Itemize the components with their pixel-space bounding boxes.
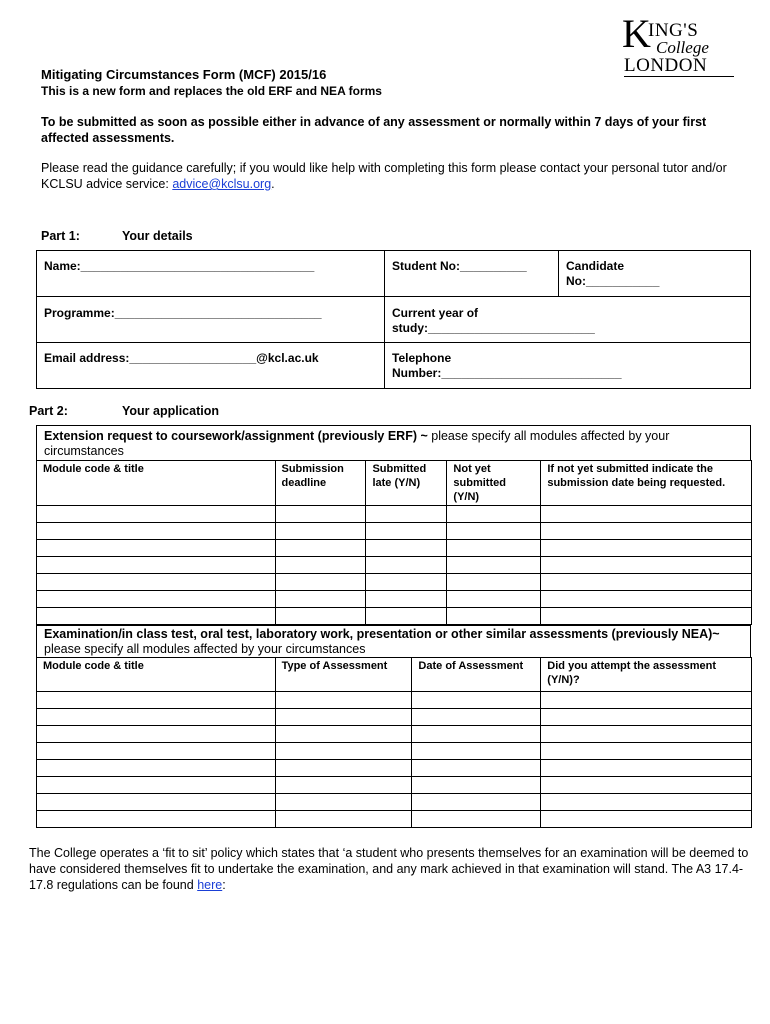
logo-london: LONDON — [624, 55, 708, 76]
table-cell[interactable] — [447, 608, 541, 625]
table-cell[interactable] — [275, 523, 366, 540]
table-row — [37, 608, 752, 625]
candidate-no-field[interactable] — [566, 259, 659, 289]
table-cell[interactable] — [541, 811, 752, 828]
table-cell[interactable] — [412, 777, 541, 794]
kings-college-london-logo — [622, 11, 734, 76]
part2-heading: Your application — [122, 404, 219, 418]
table-cell[interactable] — [275, 709, 412, 726]
table-cell[interactable] — [275, 811, 412, 828]
table-cell[interactable] — [541, 709, 752, 726]
table-cell[interactable] — [412, 760, 541, 777]
table-cell[interactable] — [541, 794, 752, 811]
year-of-study-field[interactable] — [392, 306, 595, 336]
table-cell[interactable] — [275, 608, 366, 625]
table-cell[interactable] — [447, 506, 541, 523]
table-cell[interactable] — [275, 760, 412, 777]
table-cell[interactable] — [541, 743, 752, 760]
table-cell[interactable] — [37, 777, 276, 794]
extension-heading-rest: please specify all modules affected by your circumstances — [44, 429, 670, 458]
table-cell[interactable] — [412, 743, 541, 760]
table-cell[interactable] — [541, 557, 752, 574]
table-cell[interactable] — [412, 692, 541, 709]
table-cell[interactable] — [37, 574, 276, 591]
part1-label: Part 1: — [41, 229, 80, 243]
exam-heading-bold: Examination/in class test, oral test, laboratory work, presentation or other similar assessments (previously NEA)~ — [44, 627, 720, 641]
name-field[interactable]: Name:___________________________________ — [44, 259, 315, 273]
submission-note: To be submitted as soon as possible either in advance of any assessment or normally within 7 days of your first affected assessments. — [41, 115, 707, 145]
ext-col-requested-date: If not yet submitted indicate the submission date being requested. — [547, 463, 726, 489]
table-cell[interactable] — [412, 811, 541, 828]
exam-heading-rest: please specify all modules affected by your circumstances — [44, 642, 366, 656]
part2-label: Part 2: — [29, 404, 68, 418]
table-cell[interactable] — [275, 591, 366, 608]
logo-ings: ING'S — [648, 20, 699, 41]
table-row — [37, 506, 752, 523]
table-cell[interactable] — [37, 760, 276, 777]
guidance-end: . — [271, 177, 275, 191]
table-cell[interactable] — [447, 591, 541, 608]
ext-col-module: Module code & title — [43, 463, 144, 475]
table-row — [37, 760, 752, 777]
logo-k: K — [622, 11, 651, 56]
year-line2: study:_________________________ — [392, 321, 595, 335]
regulations-link[interactable]: here — [197, 878, 223, 892]
table-cell[interactable] — [37, 523, 276, 540]
table-cell[interactable] — [541, 608, 752, 625]
table-cell[interactable] — [37, 557, 276, 574]
details-row-divider-2 — [36, 342, 751, 343]
table-cell[interactable] — [366, 608, 447, 625]
table-row — [37, 574, 752, 591]
table-cell[interactable] — [412, 709, 541, 726]
table-cell[interactable] — [37, 794, 276, 811]
programme-field[interactable]: Programme:_______________________________ — [44, 306, 322, 320]
table-cell[interactable] — [541, 777, 752, 794]
policy-text: The College operates a ‘fit to sit’ policy which states that ‘a student who presents themselves for an examination will be deemed to have considered themselves fit to undertake the examination, and any mark achieved in that examination will stand. The A3 17.4-17.8 regulations can be found — [29, 846, 749, 892]
exam-table — [36, 657, 752, 828]
table-cell[interactable] — [37, 540, 276, 557]
table-cell[interactable] — [447, 523, 541, 540]
table-cell[interactable] — [275, 794, 412, 811]
telephone-field[interactable] — [392, 351, 622, 381]
details-col-divider-2 — [558, 250, 559, 296]
details-row-divider-1 — [36, 296, 751, 297]
table-cell[interactable] — [447, 557, 541, 574]
advice-email-link[interactable]: advice@kclsu.org — [172, 177, 272, 191]
ext-col-not-submitted: Not yet submitted (Y/N) — [453, 463, 506, 503]
table-cell[interactable] — [275, 777, 412, 794]
table-cell[interactable] — [541, 540, 752, 557]
table-cell[interactable] — [275, 540, 366, 557]
extension-table — [36, 460, 752, 625]
table-cell[interactable] — [541, 574, 752, 591]
extension-header-row — [37, 461, 752, 506]
table-cell[interactable] — [275, 557, 366, 574]
table-row — [37, 692, 752, 709]
extension-heading-bold: Extension request to coursework/assignment (previously ERF) ~ — [44, 429, 428, 443]
table-row — [37, 794, 752, 811]
table-cell[interactable] — [366, 591, 447, 608]
form-title: Mitigating Circumstances Form (MCF) 2015/16 — [41, 67, 327, 82]
table-cell[interactable] — [366, 574, 447, 591]
table-cell[interactable] — [447, 574, 541, 591]
table-cell[interactable] — [275, 574, 366, 591]
table-cell[interactable] — [37, 692, 276, 709]
details-col-divider — [384, 250, 385, 389]
table-cell[interactable] — [541, 692, 752, 709]
exam-header-row — [37, 658, 752, 692]
table-cell[interactable] — [366, 557, 447, 574]
exam-heading — [44, 627, 744, 657]
guidance-body: Please read the guidance carefully; if you would like help with completing this form please contact your personal tutor and/or KCLSU advice service: — [41, 161, 727, 191]
table-cell[interactable] — [541, 726, 752, 743]
table-row — [37, 591, 752, 608]
table-cell[interactable] — [37, 709, 276, 726]
table-cell[interactable] — [37, 811, 276, 828]
exam-col-module: Module code & title — [43, 660, 144, 672]
exam-col-type: Type of Assessment — [281, 660, 388, 672]
logo-rule — [624, 76, 734, 77]
year-line1: Current year of — [392, 306, 479, 320]
table-cell[interactable] — [447, 540, 541, 557]
extension-heading — [44, 429, 744, 459]
table-cell[interactable] — [541, 506, 752, 523]
table-row — [37, 743, 752, 760]
table-cell[interactable] — [412, 726, 541, 743]
form-subtitle: This is a new form and replaces the old ERF and NEA forms — [41, 84, 382, 98]
telephone-line2: Number:___________________________ — [392, 366, 622, 380]
candidate-no-line1: Candidate — [566, 259, 625, 273]
fit-to-sit-policy — [29, 845, 749, 893]
ext-col-deadline: Submission deadline — [281, 463, 344, 489]
exam-col-date: Date of Assessment — [418, 660, 524, 672]
exam-col-attempted: Did you attempt the assessment (Y/N)? — [547, 660, 717, 686]
policy-end: : — [222, 878, 226, 892]
table-cell[interactable] — [541, 523, 752, 540]
table-row — [37, 811, 752, 828]
table-cell[interactable] — [541, 760, 752, 777]
table-row — [37, 557, 752, 574]
table-row — [37, 709, 752, 726]
email-field[interactable]: Email address:___________________@kcl.ac.uk — [44, 351, 319, 365]
table-cell[interactable] — [412, 794, 541, 811]
table-cell[interactable] — [37, 506, 276, 523]
table-row — [37, 523, 752, 540]
telephone-line1: Telephone — [392, 351, 452, 365]
table-row — [37, 726, 752, 743]
ext-col-submitted-late: Submitted late (Y/N) — [372, 463, 427, 489]
candidate-no-line2: No:___________ — [566, 274, 660, 288]
table-cell[interactable] — [366, 523, 447, 540]
logo-college: College — [656, 38, 709, 57]
table-cell[interactable] — [37, 608, 276, 625]
table-cell[interactable] — [37, 726, 276, 743]
table-cell[interactable] — [275, 743, 412, 760]
table-row — [37, 777, 752, 794]
part1-heading: Your details — [122, 229, 193, 243]
student-no-field[interactable]: Student No:__________ — [392, 259, 527, 273]
table-cell[interactable] — [366, 540, 447, 557]
table-cell[interactable] — [541, 591, 752, 608]
guidance-text — [41, 160, 741, 192]
table-cell[interactable] — [366, 506, 447, 523]
table-cell[interactable] — [37, 591, 276, 608]
table-cell[interactable] — [275, 726, 412, 743]
table-row — [37, 540, 752, 557]
table-cell[interactable] — [275, 506, 366, 523]
table-cell[interactable] — [275, 692, 412, 709]
table-cell[interactable] — [37, 743, 276, 760]
